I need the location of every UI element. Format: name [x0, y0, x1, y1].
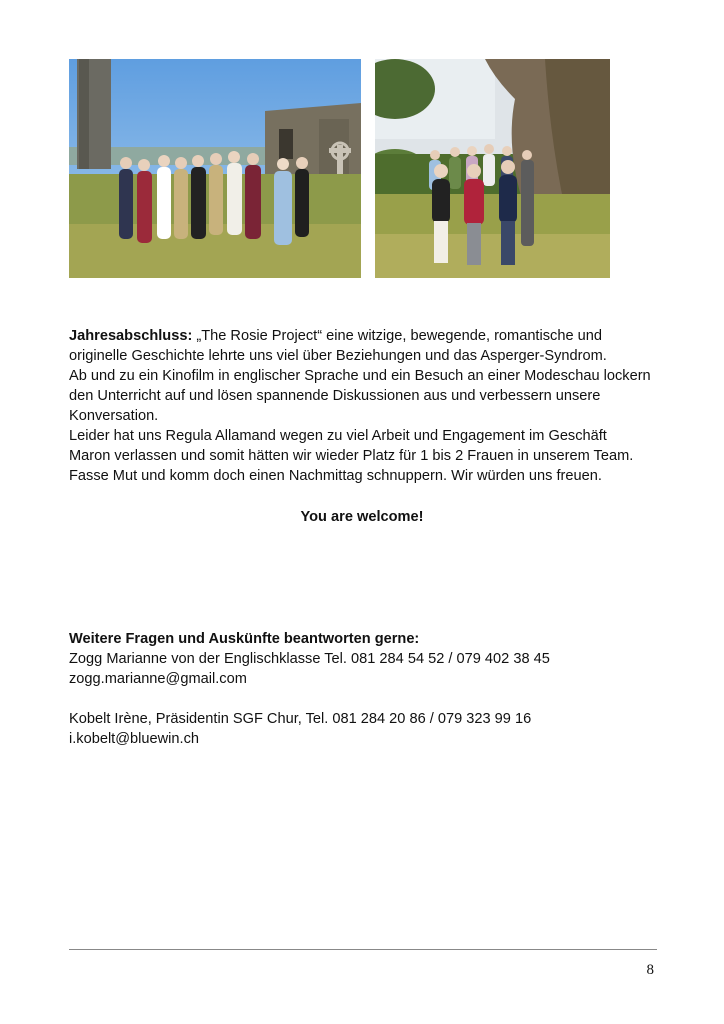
page-number: 8	[646, 962, 654, 978]
intro-line-8: Fasse Mut und komm doch einen Nachmittag schnuppern. Wir würden uns freuen.	[69, 468, 602, 484]
intro-line-1-rest: „The Rosie Project“ eine witzige, bewegende, romantische und	[192, 328, 602, 344]
footer-divider	[69, 949, 657, 950]
intro-line-7: Maron verlassen und somit hätten wir wieder Platz für 1 bis 2 Frauen in unserem Team.	[69, 448, 634, 464]
intro-line-2: originelle Geschichte lehrte uns viel über Beziehungen und das Asperger-Syndrom.	[69, 348, 607, 364]
contact-person-1: Zogg Marianne von der Englischklasse Tel. 081 284 54 52 / 079 402 38 45	[69, 651, 550, 667]
intro-paragraph	[69, 326, 669, 486]
intro-line-6: Leider hat uns Regula Allamand wegen zu viel Arbeit und Engagement im Geschäft	[69, 428, 607, 444]
contact-person-2: Kobelt Irène, Präsidentin SGF Chur, Tel. 081 284 20 86 / 079 323 99 16	[69, 711, 532, 727]
contact-email-2[interactable]: i.kobelt@bluewin.ch	[69, 731, 200, 747]
contact-email-1[interactable]: zogg.marianne@gmail.com	[69, 671, 247, 687]
contact-heading: Weitere Fragen und Auskünfte beantworten gerne:	[69, 631, 420, 647]
intro-line-4: den Unterricht auf und lösen spannende Diskussionen aus und verbessern unsere	[69, 388, 601, 404]
intro-line-3: Ab und zu ein Kinofilm in englischer Sprache und ein Besuch an einer Modeschau lockern	[69, 368, 651, 384]
intro-line-1	[69, 326, 669, 346]
intro-label: Jahresabschluss:	[69, 328, 193, 344]
group-photo-ruins	[69, 59, 361, 278]
welcome-text: You are welcome!	[300, 509, 424, 525]
intro-line-5: Konversation.	[69, 408, 159, 424]
group-photo-tree	[375, 59, 610, 278]
contact-section	[69, 629, 669, 749]
